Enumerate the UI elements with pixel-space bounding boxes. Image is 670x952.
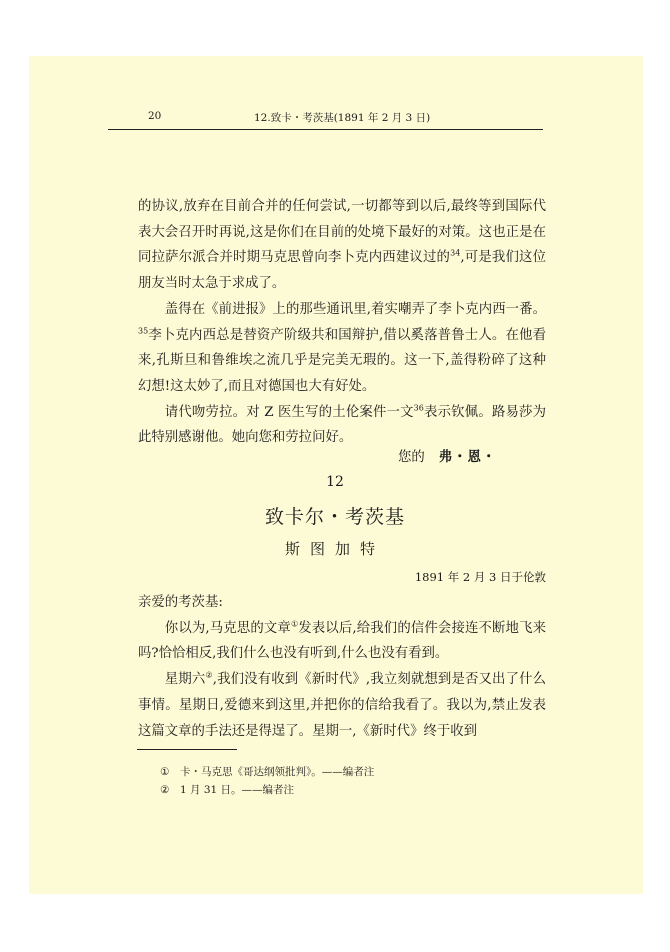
paragraph-article: 你以为,马克思的文章①发表以后,给我们的信件会接连不断地飞来吗?恰恰相反,我们什么也没有听到,什么也没有看到。 [138,619,546,662]
footnotes [160,763,374,799]
letter-date: 1891 年 2 月 3 日于伦敦 [414,570,546,584]
note-ref-34: 34 [450,248,461,258]
body-text-letter [138,590,546,744]
paragraph-guesde: 盖得在《前进报》上的那些通讯里,着实嘲弄了李卜克内西一番。$^{35}$李卜克内西总是替资产阶级共和国辩护,借以奚落普鲁士人。在他看来,孔斯旦和鲁维埃之流几乎是完美无瑕的。这一下,盖得粉碎了这种幻想!这太妙了,而且对德国也大有好处。 [138,301,546,394]
footnote-1: ① 卡・马克思《哥达纲领批判》。——编者注 [160,766,375,778]
note-ref-1: ① [290,619,299,629]
letter-number: 12 [326,474,344,490]
footnote-2: ② 1 月 31 日。——编者注 [160,784,295,796]
running-header [108,107,543,130]
signature [398,446,496,465]
salutation: 亲爱的考茨基: [138,595,223,610]
footnote-separator [137,749,237,750]
signature-name: 弗・恩・ [438,449,497,465]
running-title: 12.致卡・考茨基(1891 年 2 月 3 日) [254,112,431,124]
letter-place: 斯图加特 [284,540,385,558]
signature-closing: 您的 [398,450,425,465]
letter-title: 致卡尔・考茨基 [264,506,405,528]
note-ref-35: 35 [138,326,149,336]
paragraph-continuation: 的协议,放弃在目前合并的任何尝试,一切都等到以后,最终等到国际代表大会召开时再说,这是你们在目前的处境下最好的对策。这也正是在同拉萨尔派合并时期马克思曾向李卜克内西建议过的$^{34}$,可是我们这位朋友当时太急于求成了。 [138,199,546,292]
paragraph-saturday: 星期六②,我们没有收到《新时代》,我立刻就想到是否又出了什么事情。星期日,爱德来到这里,并把你的信给我看了。我以为,禁止发表这篇文章的手法还是得逞了。星期一,《新时代》终于收到 [138,670,547,739]
paragraph-greetings: 请代吻劳拉。对 Z 医生写的土伦案件一文$^{36}$表示钦佩。路易莎为此特别感谢他。她向您和劳拉问好。 [138,403,546,446]
body-text-top [138,194,546,451]
note-ref-2: ② [205,670,213,680]
note-ref-36: 36 [413,403,424,413]
page-number: 20 [148,110,162,122]
